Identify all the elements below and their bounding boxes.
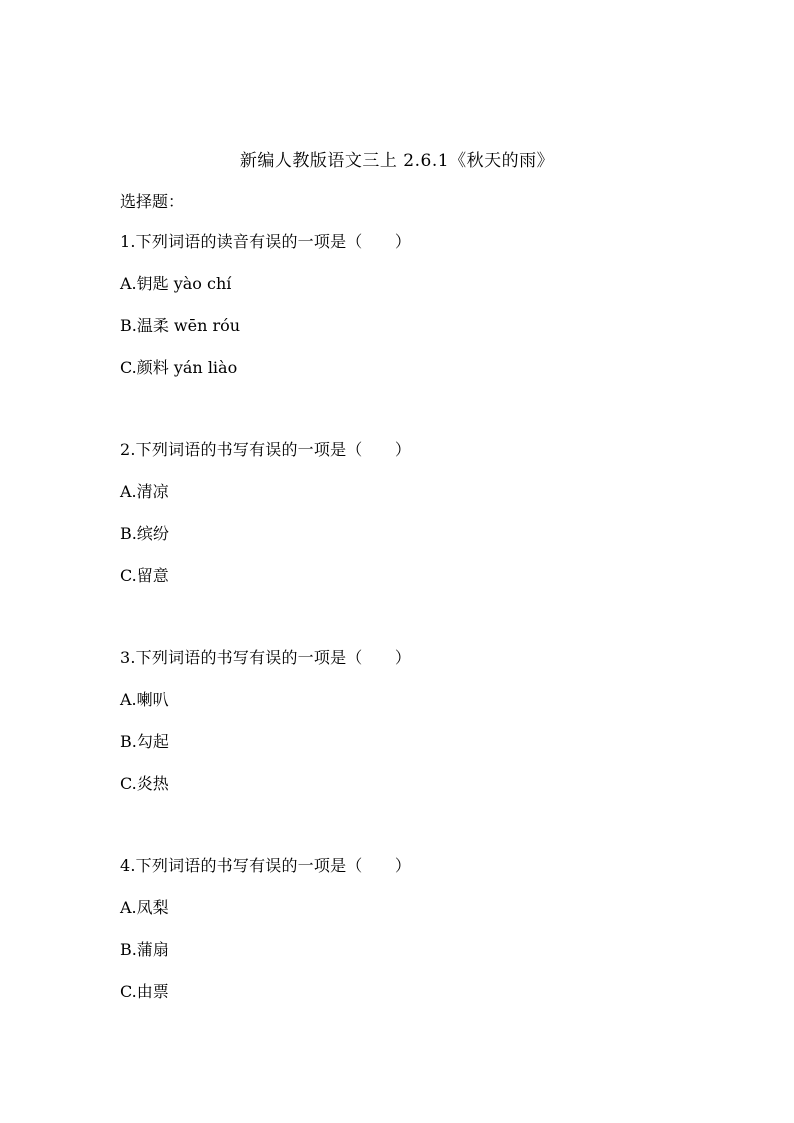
option-a: A.凤梨: [120, 898, 169, 917]
question-stem: 1.下列词语的读音有误的一项是（ ）: [120, 232, 412, 251]
option-a: A.喇叭: [120, 690, 169, 709]
option-c: C.炎热: [120, 774, 169, 793]
question-stem: 2.下列词语的书写有误的一项是（ ）: [120, 440, 412, 459]
question-stem: 3.下列词语的书写有误的一项是（ ）: [120, 648, 412, 667]
question-stem: 4.下列词语的书写有误的一项是（ ）: [120, 856, 412, 875]
option-b: B.勾起: [120, 732, 169, 751]
section-label: 选择题：: [120, 192, 185, 211]
document-title: 新编人教版语文三上 2.6.1《秋天的雨》: [239, 151, 555, 171]
question-list: [120, 229, 680, 1061]
option-a: A.钥匙 yào chí: [120, 274, 232, 293]
question-1: [120, 229, 680, 437]
question-4: [120, 853, 680, 1061]
option-a: A.清凉: [120, 482, 169, 501]
option-c: C.留意: [120, 566, 169, 585]
question-2: [120, 437, 680, 645]
option-c: C.由票: [120, 982, 169, 1001]
option-b: B.温柔 wēn róu: [120, 316, 241, 335]
option-b: B.缤纷: [120, 524, 169, 543]
question-3: [120, 645, 680, 853]
option-c: C.颜料 yán liào: [120, 358, 238, 377]
option-b: B.蒲扇: [120, 940, 169, 959]
